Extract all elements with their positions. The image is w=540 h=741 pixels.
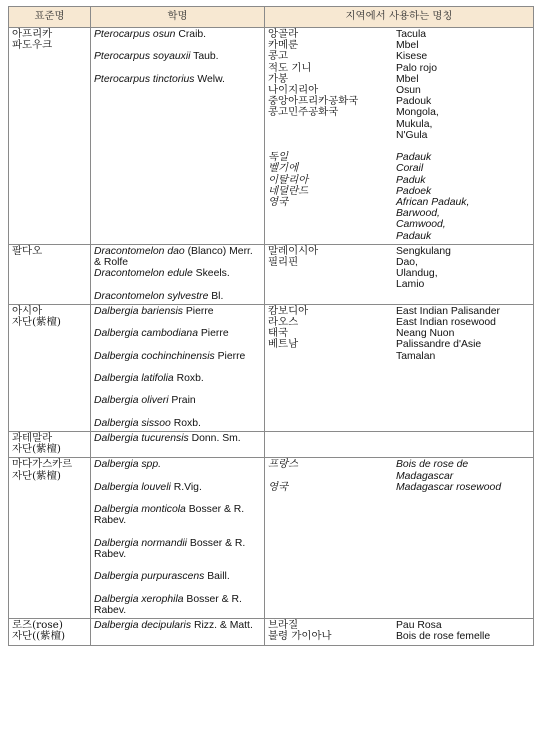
species-author: Pierre (185, 305, 214, 317)
local-name: Mbel (396, 73, 419, 85)
scientific-name (94, 504, 261, 526)
local-names-list (268, 29, 530, 242)
local-name: Madagascar (396, 470, 454, 482)
local-name: Kisese (396, 51, 428, 63)
local-name: East Indian rosewood (396, 317, 496, 329)
table-body (9, 28, 534, 646)
species-binomial: Dracontomelon edule (94, 268, 193, 280)
species-name-table (8, 6, 534, 646)
scientific-name (94, 395, 261, 406)
local-name: Palissandre d'Asie (396, 339, 482, 351)
species-author: Pierre (200, 328, 229, 340)
scientific-name (94, 74, 261, 85)
species-author: Roxb. (176, 373, 204, 385)
region-name: 적도 기니 (268, 61, 312, 74)
local-name: Barwood, (396, 208, 440, 220)
header-scientific-name: 학명 (91, 7, 265, 28)
scientific-name (94, 418, 261, 429)
scientific-name (94, 306, 261, 317)
region-name: 앙골라 (268, 28, 299, 40)
scientific-name-cell (91, 244, 265, 304)
header-row (9, 7, 534, 28)
standard-name-line: 과테말라 (12, 432, 53, 444)
local-name: Ulandug, (396, 268, 438, 280)
standard-name-line: 마다가스카르 (12, 458, 73, 471)
species-author: Taub. (193, 51, 219, 63)
species-binomial: Dalbergia bariensis (94, 305, 183, 317)
local-name: Bois de rose femelle (396, 631, 491, 643)
standard-name-line: 로즈(rose) (12, 619, 63, 632)
species-binomial: Dalbergia cochinchinensis (94, 350, 215, 362)
local-name: Padauk (396, 152, 432, 164)
scientific-name-cell (91, 619, 265, 645)
local-name: Corail (396, 163, 424, 175)
standard-name-line: 아프리카 (12, 28, 53, 40)
standard-name-cell (9, 458, 91, 619)
local-name: Osun (396, 85, 421, 97)
header-local-names: 지역에서 사용하는 명칭 (265, 7, 534, 28)
local-names-cell (265, 28, 534, 245)
local-names-list (268, 306, 530, 362)
table-row (9, 432, 534, 458)
scientific-name (94, 268, 261, 279)
region-name: 라오스 (268, 316, 299, 329)
scientific-name (94, 538, 261, 560)
scientific-name (94, 373, 261, 384)
standard-name-line: 자단(紫檀) (12, 469, 61, 482)
species-binomial: Dalbergia purpurascens (94, 571, 205, 583)
scientific-name (94, 571, 261, 582)
standard-name-cell (9, 304, 91, 431)
species-author: Craib. (178, 29, 207, 40)
table-row (9, 244, 534, 304)
scientific-name (94, 29, 261, 40)
table-row (9, 28, 534, 245)
region-name: 베트남 (268, 338, 299, 351)
species-author: Skeels. (195, 268, 230, 280)
scientific-name-cell (91, 458, 265, 619)
table-row (9, 304, 534, 431)
standard-name-cell (9, 244, 91, 304)
region-name (268, 268, 396, 279)
region-name: 말레이시아 (268, 244, 319, 257)
region-name: 가봉 (268, 72, 289, 85)
region-name: 영국 (268, 480, 289, 493)
region-name: 캄보디아 (268, 304, 309, 317)
species-binomial: Dalbergia sissoo (94, 417, 171, 429)
local-name: Palo rojo (396, 62, 438, 74)
region-name: 독일 (268, 151, 289, 164)
local-names-cell (265, 458, 534, 619)
region-name: 나이지리아 (268, 84, 319, 97)
species-author: R.Vig. (173, 481, 202, 493)
species-author: Pierre (217, 350, 246, 362)
scientific-name (94, 482, 261, 493)
scientific-name (94, 351, 261, 362)
standard-name-cell (9, 432, 91, 458)
spacer (268, 141, 530, 152)
species-binomial: Dracontomelon sylvestre (94, 290, 209, 302)
local-names-list (268, 620, 530, 642)
species-binomial: Dalbergia spp. (94, 459, 162, 471)
local-names-list (268, 459, 530, 493)
local-name: Lamio (396, 279, 425, 291)
local-names-cell (265, 619, 534, 645)
scientific-name (94, 246, 261, 268)
local-names-cell (265, 304, 534, 431)
region-name: 태국 (268, 327, 289, 340)
scientific-name (94, 291, 261, 302)
species-binomial: Dalbergia xerophila (94, 593, 184, 605)
scientific-name-cell (91, 28, 265, 245)
local-name: Padouk (396, 96, 432, 108)
species-binomial: Pterocarpus tinctorius (94, 73, 195, 85)
species-binomial: Dalbergia monticola (94, 504, 186, 516)
region-name (268, 119, 396, 130)
scientific-name (94, 328, 261, 339)
species-author: Roxb. (173, 417, 201, 429)
scientific-name-cell (91, 432, 265, 458)
species-binomial: Dalbergia tucurensis (94, 433, 189, 444)
species-binomial: Dalbergia normandii (94, 537, 187, 549)
species-author: (Blanco) Merr. & Rolfe (94, 245, 253, 269)
local-name: Tamalan (396, 350, 436, 362)
region-name (268, 130, 396, 141)
standard-name-cell (9, 28, 91, 245)
local-name: Mongola, (396, 107, 439, 119)
region-name (268, 351, 396, 362)
local-name: Madagascar rosewood (396, 481, 502, 493)
standard-name-line: 자단(紫檀) (12, 443, 61, 456)
species-author: Bosser & R. Rabev. (94, 593, 242, 616)
species-binomial: Dalbergia oliveri (94, 395, 169, 407)
standard-name-line: 아시아 (12, 304, 43, 317)
local-name: Mbel (396, 40, 419, 52)
scientific-name (94, 620, 261, 631)
region-name: 네덜란드 (268, 184, 309, 197)
local-name: Pau Rosa (396, 620, 442, 632)
local-name: Sengkulang (396, 245, 451, 257)
local-name: N'Gula (396, 129, 428, 141)
region-name: 콩고민주공화국 (268, 106, 339, 119)
table-row (9, 458, 534, 619)
region-name: 중앙아프리카공화국 (268, 95, 359, 108)
standard-name-line: 팔다오 (12, 244, 43, 257)
local-name: Dao, (396, 257, 418, 269)
scientific-name (94, 594, 261, 616)
region-name (268, 279, 396, 290)
standard-name-line: 자단((紫檀) (12, 630, 66, 643)
region-name: 카메룬 (268, 39, 299, 52)
local-name: Camwood, (396, 219, 446, 231)
table-row (9, 619, 534, 645)
region-name: 콩고 (268, 50, 289, 63)
species-binomial: Pterocarpus osun (94, 29, 176, 40)
local-names-cell (265, 244, 534, 304)
species-author: Prain (171, 395, 196, 407)
local-names-list (268, 246, 530, 291)
species-binomial: Dalbergia louveli (94, 481, 171, 493)
species-author: Bosser & R. Rabev. (94, 537, 246, 560)
species-binomial: Dalbergia cambodiana (94, 328, 198, 340)
local-name: Bois de rose de (396, 459, 469, 471)
region-name: 이탈리아 (268, 173, 309, 186)
local-name: Padoek (396, 185, 432, 197)
region-name (268, 231, 396, 242)
local-name: Paduk (396, 174, 426, 186)
species-author: Welw. (197, 73, 225, 85)
local-name: Neang Nuon (396, 328, 455, 340)
species-binomial: Pterocarpus soyauxii (94, 51, 191, 63)
region-name: 불령 가이아나 (268, 630, 332, 643)
region-name: 브라질 (268, 619, 299, 632)
species-author: Donn. Sm. (191, 433, 241, 444)
scientific-name (94, 51, 261, 62)
local-name: East Indian Palisander (396, 305, 500, 317)
species-author: Baill. (207, 571, 230, 583)
header-standard-name: 표준명 (9, 7, 91, 28)
species-author: Rizz. & Matt. (193, 620, 253, 632)
region-name: 영국 (268, 196, 289, 209)
local-name: Padauk (396, 230, 432, 242)
species-author: Bosser & R. Rabev. (94, 504, 245, 527)
region-name: 프랑스 (268, 458, 299, 471)
local-name: African Padauk, (396, 197, 470, 209)
species-binomial: Dalbergia decipularis (94, 620, 192, 632)
local-name: Tacula (396, 29, 427, 40)
standard-name-line: 파도우크 (12, 39, 53, 52)
region-name (268, 208, 396, 219)
scientific-name (94, 433, 261, 444)
region-name: 필리핀 (268, 256, 299, 269)
species-binomial: Dalbergia latifolia (94, 373, 174, 385)
region-name (268, 219, 396, 230)
table-header (9, 7, 534, 28)
scientific-name (94, 459, 261, 470)
species-author: Bl. (211, 290, 224, 302)
region-name: 벨기에 (268, 162, 299, 175)
species-binomial: Dracontomelon dao (94, 245, 185, 257)
scientific-name-cell (91, 304, 265, 431)
standard-name-cell (9, 619, 91, 645)
local-names-cell (265, 432, 534, 458)
standard-name-line: 자단(紫檀) (12, 316, 61, 329)
local-name: Mukula, (396, 118, 433, 130)
